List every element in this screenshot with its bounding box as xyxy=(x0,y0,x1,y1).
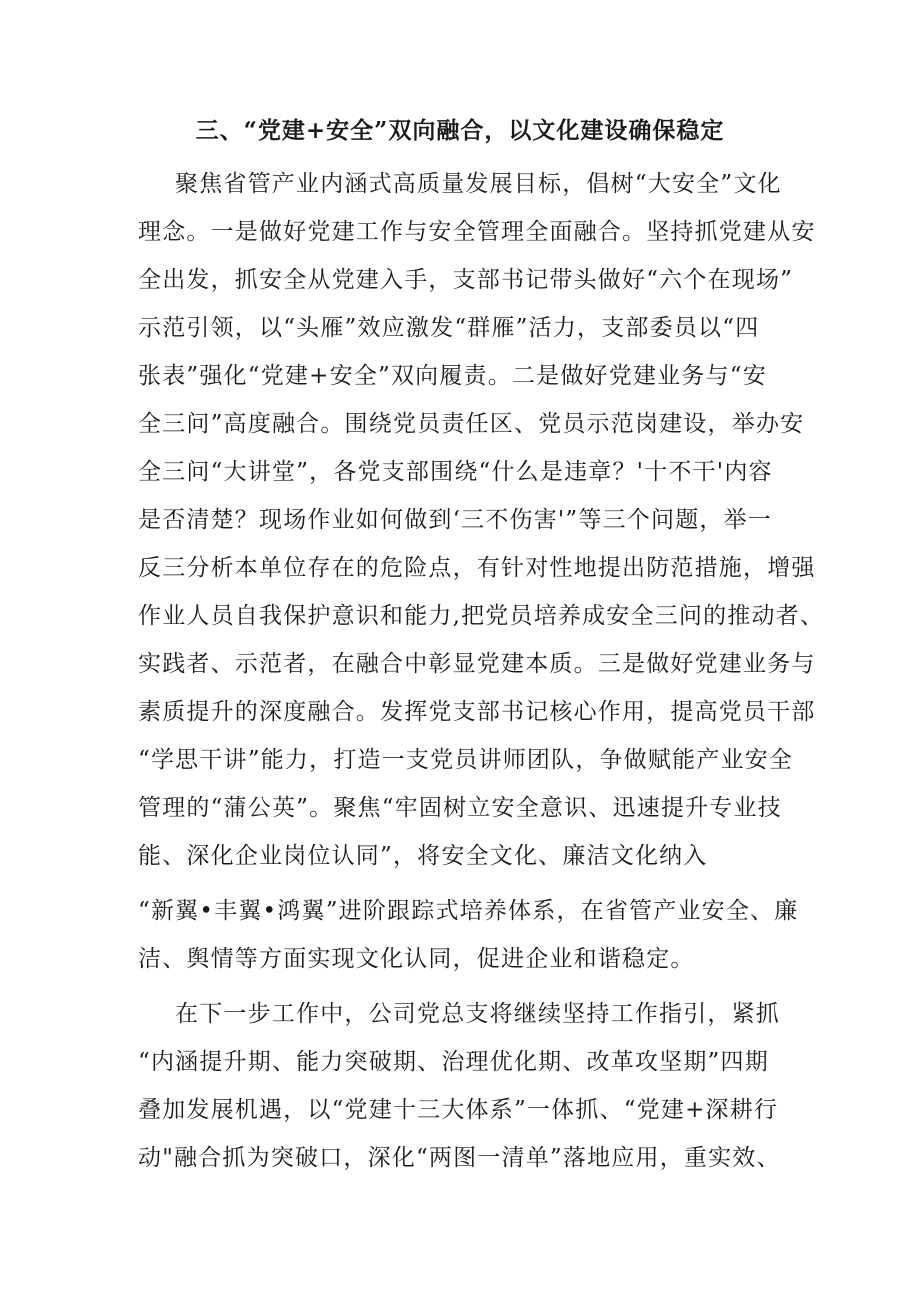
text-line: 能、深化企业岗位认同”，将安全文化、廉洁文化纳入 xyxy=(138,843,708,869)
text-line: 实践者、示范者，在融合中彰显党建本质。三是做好党建业务与 xyxy=(138,651,816,677)
text-line: 全三问“大讲堂”，各党支部围绕“什么是违章？'十不干'内容 xyxy=(138,459,773,485)
text-line: 在下一步工作中，公司党总支将继续坚持工作指引，紧抓 xyxy=(175,1001,780,1027)
text-line: 示范引领，以“头雁”效应激发“群雁”活力，支部委员以“四 xyxy=(138,315,760,341)
text-line: 是否清楚？现场作业如何做到‘三不伤害'”等三个问题，举一 xyxy=(138,507,772,533)
text-line: 反三分析本单位存在的危险点，有针对性地提出防范措施，增强 xyxy=(138,555,816,581)
text-line: “新翼•丰翼•鸿翼”进阶跟踪式培养体系，在省管产业安全、廉 xyxy=(138,898,799,924)
text-line: 洁、舆情等方面实现文化认同，促进企业和谐稳定。 xyxy=(138,946,695,972)
text-line: 张表”强化“党建+安全”双向履责。二是做好党建业务与“安 xyxy=(138,363,767,389)
text-line: 动"融合抓为突破口，深化“两图一清单”落地应用，重实效、 xyxy=(138,1145,781,1171)
text-line: 全三问”高度融合。围绕党员责任区、党员示范岗建设，举办安 xyxy=(138,411,805,437)
text-line: 叠加发展机遇，以“党建十三大体系”一体抓、“党建+深耕行 xyxy=(138,1097,779,1123)
text-line: 管理的“蒲公英”。聚焦“牢固树立安全意识、迅速提升专业技 xyxy=(138,795,782,821)
section-heading: 三、“党建+安全”双向融合，以文化建设确保稳定 xyxy=(195,117,725,144)
text-line: 理念。一是做好党建工作与安全管理全面融合。坚持抓党建从安 xyxy=(138,219,816,245)
text-line: 聚焦省管产业内涵式高质量发展目标，倡树“大安全”文化 xyxy=(175,171,782,197)
text-line: 全出发，抓安全从党建入手，支部书记带头做好“六个在现场” xyxy=(138,267,794,293)
text-line: “内涵提升期、能力突破期、治理优化期、改革攻坚期”四期 xyxy=(138,1049,769,1075)
text-line: “学思干讲”能力，打造一支党员讲师团队，争做赋能产业安全 xyxy=(138,747,794,773)
text-line: 作业人员自我保护意识和能力,把党员培养成安全三问的推动者、 xyxy=(138,603,825,629)
text-line: 素质提升的深度融合。发挥党支部书记核心作用，提高党员干部 xyxy=(138,699,816,725)
